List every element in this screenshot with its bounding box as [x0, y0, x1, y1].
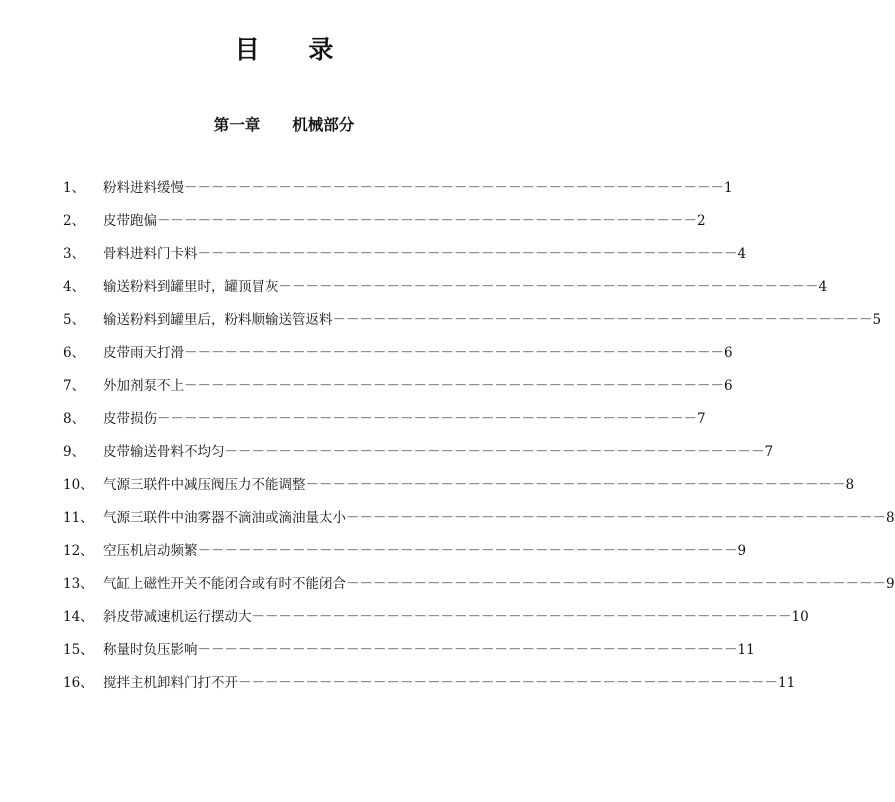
toc-entry-line: [103, 673, 796, 693]
toc-entry-title: 皮带雨天打滑: [103, 345, 184, 361]
toc-entry-title: 气源三联件中减压阀压力不能调整: [103, 477, 306, 493]
toc-entry-number: 15、: [63, 642, 94, 658]
toc-entry[interactable]: [0, 541, 747, 561]
toc-entry-page: 11: [778, 675, 796, 691]
dash-leader: －－－－－－－－－－－－－－－－－－－－－－－－－－－－－－－－－－－－－－－－: [197, 543, 738, 559]
toc-entry-title: 搅拌主机卸料门打不开: [103, 675, 238, 691]
toc-entry[interactable]: [0, 442, 774, 462]
toc-entry-line: [103, 409, 706, 429]
toc-entry-page: 10: [791, 609, 809, 625]
toc-entry[interactable]: [0, 508, 895, 528]
toc-entry[interactable]: [0, 277, 828, 297]
dash-leader: －－－－－－－－－－－－－－－－－－－－－－－－－－－－－－－－－－－－－－－－: [346, 576, 886, 592]
toc-entry-title: 皮带损伤: [103, 411, 157, 427]
toc-entry-line: [103, 376, 733, 396]
dash-leader: －－－－－－－－－－－－－－－－－－－－－－－－－－－－－－－－－－－－－－－－: [184, 378, 724, 394]
toc-entry[interactable]: [0, 376, 733, 396]
dash-leader: －－－－－－－－－－－－－－－－－－－－－－－－－－－－－－－－－－－－－－－－: [305, 477, 846, 493]
toc-entry[interactable]: [0, 178, 733, 198]
toc-entry-page: 5: [872, 312, 882, 328]
toc-entry[interactable]: [0, 211, 706, 231]
dash-leader: －－－－－－－－－－－－－－－－－－－－－－－－－－－－－－－－－－－－－－－－: [251, 609, 792, 625]
toc-entry-title: 斜皮带减速机运行摆动大: [103, 609, 252, 625]
toc-entry-title: 空压机启动频繁: [103, 543, 198, 559]
toc-entry-title: 外加剂泵不上: [103, 378, 184, 394]
toc-entry-number: 4、: [63, 279, 86, 295]
dash-leader: －－－－－－－－－－－－－－－－－－－－－－－－－－－－－－－－－－－－－－－－: [332, 312, 873, 328]
toc-entry-page: 6: [724, 378, 733, 394]
toc-entry[interactable]: [0, 475, 855, 495]
toc-entry-line: [103, 277, 828, 297]
dash-leader: －－－－－－－－－－－－－－－－－－－－－－－－－－－－－－－－－－－－－－－－: [238, 675, 778, 691]
toc-entry-number: 6、: [63, 345, 86, 361]
dash-leader: －－－－－－－－－－－－－－－－－－－－－－－－－－－－－－－－－－－－－－－－: [346, 510, 886, 526]
toc-entry-line: [103, 541, 747, 561]
toc-entry-page: 1: [724, 180, 733, 196]
chapter-heading: [0, 113, 568, 135]
chapter-name: 机械部分: [292, 116, 355, 134]
toc-entry[interactable]: [0, 640, 755, 660]
toc-entry-page: 8: [845, 477, 855, 493]
toc-entry[interactable]: [0, 343, 733, 363]
toc-entry-title: 称量时负压影响: [103, 642, 198, 658]
toc-entry-number: 14、: [63, 609, 94, 625]
toc-entry-page: 4: [737, 246, 747, 262]
toc-entry-number: 9、: [63, 444, 86, 460]
toc-entry-number: 11、: [63, 510, 94, 526]
toc-entry-page: 6: [724, 345, 733, 361]
toc-entry-number: 16、: [63, 675, 94, 691]
toc-entry-page: 2: [697, 213, 706, 229]
toc-entry-page: 9: [886, 576, 895, 592]
toc-entry-line: [103, 244, 747, 264]
toc-entry-line: [103, 442, 774, 462]
toc-entry-title: 气源三联件中油雾器不滴油或滴油量太小: [103, 510, 346, 526]
toc-entry-line: [103, 508, 895, 528]
chapter-number: 第一章: [213, 116, 261, 134]
toc-entry-title: 气缸上磁性开关不能闭合或有时不能闭合: [103, 576, 346, 592]
dash-leader: －－－－－－－－－－－－－－－－－－－－－－－－－－－－－－－－－－－－－－－－: [157, 213, 697, 229]
toc-entry[interactable]: [0, 607, 809, 627]
toc-entry-number: 7、: [63, 378, 86, 394]
page-title: 目 录: [234, 35, 354, 64]
toc-entry-number: 3、: [63, 246, 86, 262]
toc-entry-page: 8: [886, 510, 895, 526]
toc-entry[interactable]: [0, 673, 796, 693]
toc-entry-title: 骨料进料门卡料: [103, 246, 198, 262]
dash-leader: －－－－－－－－－－－－－－－－－－－－－－－－－－－－－－－－－－－－－－－－: [197, 642, 738, 658]
toc-entry-number: 10、: [63, 477, 94, 493]
toc-entry[interactable]: [0, 244, 747, 264]
toc-entry-line: [103, 640, 755, 660]
toc-entry-line: [103, 475, 855, 495]
toc-entry-line: [103, 211, 706, 231]
dash-leader: －－－－－－－－－－－－－－－－－－－－－－－－－－－－－－－－－－－－－－－－: [184, 345, 724, 361]
toc-entry-number: 13、: [63, 576, 94, 592]
toc-entry-page: 7: [764, 444, 774, 460]
toc-entry-line: [103, 310, 882, 330]
toc-entry-line: [103, 343, 733, 363]
toc-entry-title: 粉料进料缓慢: [103, 180, 184, 196]
toc-entry-line: [103, 574, 895, 594]
dash-leader: －－－－－－－－－－－－－－－－－－－－－－－－－－－－－－－－－－－－－－－－: [157, 411, 697, 427]
dash-leader: －－－－－－－－－－－－－－－－－－－－－－－－－－－－－－－－－－－－－－－－: [197, 246, 738, 262]
toc-entry-title: 皮带输送骨料不均匀: [103, 444, 225, 460]
dash-leader: －－－－－－－－－－－－－－－－－－－－－－－－－－－－－－－－－－－－－－－－: [278, 279, 819, 295]
toc-entry[interactable]: [0, 574, 895, 594]
toc-entry[interactable]: [0, 310, 882, 330]
toc-entry-title: 输送粉料到罐里时，罐顶冒灰: [103, 279, 279, 295]
toc-entry-number: 12、: [63, 543, 94, 559]
toc-entry-title: 皮带跑偏: [103, 213, 157, 229]
toc-entry-line: [103, 178, 733, 198]
toc-entry-line: [103, 607, 809, 627]
toc-entry[interactable]: [0, 409, 706, 429]
toc-entry-number: 5、: [63, 312, 86, 328]
toc-entry-number: 1、: [63, 180, 86, 196]
toc-entry-title: 输送粉料到罐里后，粉料顺输送管返料: [103, 312, 333, 328]
toc-entry-page: 7: [697, 411, 706, 427]
toc-entry-page: 4: [818, 279, 828, 295]
dash-leader: －－－－－－－－－－－－－－－－－－－－－－－－－－－－－－－－－－－－－－－－: [184, 180, 724, 196]
toc-entry-page: 11: [737, 642, 755, 658]
toc-entry-number: 8、: [63, 411, 86, 427]
toc-entry-page: 9: [737, 543, 747, 559]
dash-leader: －－－－－－－－－－－－－－－－－－－－－－－－－－－－－－－－－－－－－－－－: [224, 444, 765, 460]
toc-entry-number: 2、: [63, 213, 86, 229]
